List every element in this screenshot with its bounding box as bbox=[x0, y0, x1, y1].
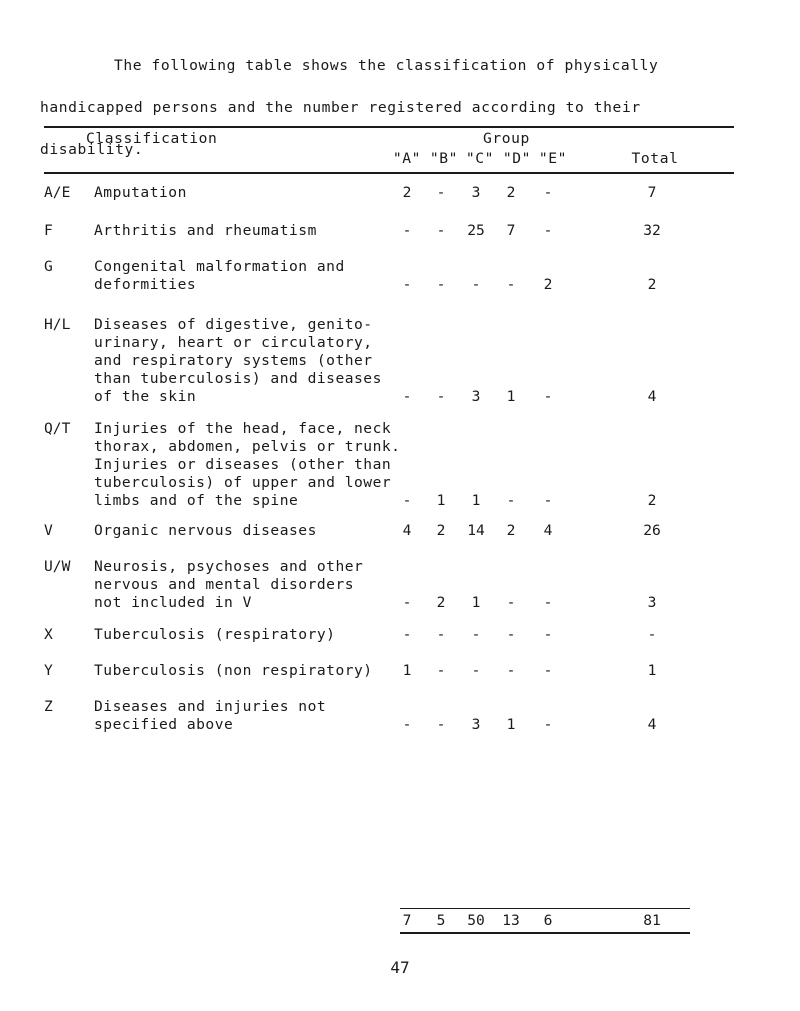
row-value: - bbox=[402, 388, 412, 405]
total-value: 5 bbox=[436, 912, 446, 929]
column-header-0: "A" bbox=[392, 150, 422, 167]
row-value: 3 bbox=[647, 594, 657, 611]
intro-line-1: The following table shows the classification of physically bbox=[114, 57, 659, 74]
row-value: 1 bbox=[471, 492, 481, 509]
description-line: not included in V bbox=[94, 594, 252, 611]
group-header: Group bbox=[483, 130, 530, 147]
intro-line-2: handicapped persons and the number registered according to their bbox=[40, 99, 641, 116]
description-line: Arthritis and rheumatism bbox=[94, 222, 317, 239]
row-value: 2 bbox=[402, 184, 412, 201]
row-description bbox=[94, 626, 424, 644]
row-value: - bbox=[543, 594, 553, 611]
row-value: - bbox=[543, 184, 553, 201]
row-value: 3 bbox=[471, 184, 481, 201]
row-value: - bbox=[543, 492, 553, 509]
row-value: - bbox=[402, 594, 412, 611]
row-description bbox=[94, 222, 424, 240]
row-value: 3 bbox=[471, 716, 481, 733]
description-line: thorax, abdomen, pelvis or trunk. bbox=[94, 438, 401, 455]
total-value: 50 bbox=[467, 912, 485, 929]
row-description bbox=[94, 258, 424, 294]
description-line: Diseases and injuries not bbox=[94, 698, 327, 715]
row-value: 4 bbox=[402, 522, 412, 539]
row-value: - bbox=[436, 626, 446, 643]
description-line: Amputation bbox=[94, 184, 187, 201]
row-code: G bbox=[44, 258, 53, 275]
row-value: 2 bbox=[506, 184, 516, 201]
row-code: H/L bbox=[44, 316, 71, 333]
row-value: - bbox=[402, 276, 412, 293]
description-line: Injuries of the head, face, neck bbox=[94, 420, 392, 437]
description-line: nervous and mental disorders bbox=[94, 576, 355, 593]
row-code: U/W bbox=[44, 558, 71, 575]
row-value: - bbox=[506, 662, 516, 679]
description-line: Organic nervous diseases bbox=[94, 522, 317, 539]
row-value: - bbox=[543, 388, 553, 405]
row-value: 2 bbox=[506, 522, 516, 539]
total-value: 81 bbox=[643, 912, 661, 929]
row-description bbox=[94, 184, 424, 202]
row-value: 2 bbox=[436, 522, 446, 539]
row-value: 26 bbox=[643, 522, 661, 539]
row-code: X bbox=[44, 626, 53, 643]
header-bottom-rule bbox=[44, 172, 734, 174]
row-value: - bbox=[436, 222, 446, 239]
row-code: V bbox=[44, 522, 53, 539]
row-value: 4 bbox=[647, 388, 657, 405]
row-value: - bbox=[543, 716, 553, 733]
row-value: - bbox=[506, 594, 516, 611]
row-value: - bbox=[543, 222, 553, 239]
row-description bbox=[94, 522, 424, 540]
row-value: - bbox=[436, 276, 446, 293]
row-value: 1 bbox=[506, 388, 516, 405]
row-code: Z bbox=[44, 698, 53, 715]
description-line: limbs and of the spine bbox=[94, 492, 299, 509]
row-value: - bbox=[436, 184, 446, 201]
row-description bbox=[94, 558, 424, 612]
intro-line-3: disability. bbox=[40, 141, 144, 158]
total-value: 7 bbox=[402, 912, 412, 929]
column-header-4: "E" bbox=[538, 150, 568, 167]
page-number: 47 bbox=[390, 958, 410, 977]
description-line: Injuries or diseases (other than bbox=[94, 456, 392, 473]
row-value: - bbox=[506, 276, 516, 293]
row-value: - bbox=[436, 662, 446, 679]
row-value: 7 bbox=[506, 222, 516, 239]
row-value: - bbox=[506, 626, 516, 643]
row-description bbox=[94, 420, 424, 510]
description-line: Diseases of digestive, genito- bbox=[94, 316, 373, 333]
row-value: - bbox=[402, 626, 412, 643]
row-value: 1 bbox=[436, 492, 446, 509]
row-value: - bbox=[647, 626, 657, 643]
row-value: 25 bbox=[467, 222, 485, 239]
column-header-1: "B" bbox=[429, 150, 459, 167]
row-value: 1 bbox=[471, 594, 481, 611]
row-code: Y bbox=[44, 662, 53, 679]
row-value: 14 bbox=[467, 522, 485, 539]
row-value: - bbox=[543, 626, 553, 643]
row-value: 1 bbox=[402, 662, 412, 679]
description-line: than tuberculosis) and diseases bbox=[94, 370, 382, 387]
row-value: 2 bbox=[543, 276, 553, 293]
description-line: urinary, heart or circulatory, bbox=[94, 334, 373, 351]
row-value: - bbox=[402, 716, 412, 733]
row-description bbox=[94, 698, 424, 734]
row-value: - bbox=[402, 492, 412, 509]
column-header-2: "C" bbox=[465, 150, 495, 167]
row-value: - bbox=[436, 388, 446, 405]
row-description bbox=[94, 662, 424, 680]
row-code: Q/T bbox=[44, 420, 71, 437]
description-line: tuberculosis) of upper and lower bbox=[94, 474, 392, 491]
row-value: 7 bbox=[647, 184, 657, 201]
description-line: Congenital malformation and bbox=[94, 258, 345, 275]
row-value: - bbox=[471, 276, 481, 293]
row-description bbox=[94, 316, 424, 406]
row-value: 2 bbox=[647, 276, 657, 293]
column-header-5: Total bbox=[631, 150, 679, 167]
row-value: - bbox=[436, 716, 446, 733]
row-value: 4 bbox=[647, 716, 657, 733]
classification-header: Classification bbox=[86, 130, 218, 147]
description-line: and respiratory systems (other bbox=[94, 352, 373, 369]
totals-bottom-rule bbox=[400, 932, 690, 934]
row-value: - bbox=[543, 662, 553, 679]
table-top-rule bbox=[44, 126, 734, 128]
row-value: 32 bbox=[643, 222, 661, 239]
column-header-3: "D" bbox=[502, 150, 532, 167]
row-value: 1 bbox=[506, 716, 516, 733]
row-value: 2 bbox=[436, 594, 446, 611]
description-line: Tuberculosis (respiratory) bbox=[94, 626, 336, 643]
row-value: - bbox=[402, 222, 412, 239]
totals-top-rule bbox=[400, 908, 690, 909]
description-line: of the skin bbox=[94, 388, 197, 405]
total-value: 13 bbox=[502, 912, 520, 929]
row-value: 3 bbox=[471, 388, 481, 405]
row-code: F bbox=[44, 222, 53, 239]
description-line: Neurosis, psychoses and other bbox=[94, 558, 364, 575]
description-line: specified above bbox=[94, 716, 234, 733]
row-value: - bbox=[471, 662, 481, 679]
row-code: A/E bbox=[44, 184, 71, 201]
row-value: - bbox=[471, 626, 481, 643]
description-line: Tuberculosis (non respiratory) bbox=[94, 662, 373, 679]
description-line: deformities bbox=[94, 276, 197, 293]
row-value: 4 bbox=[543, 522, 553, 539]
total-value: 6 bbox=[543, 912, 553, 929]
row-value: 2 bbox=[647, 492, 657, 509]
row-value: - bbox=[506, 492, 516, 509]
row-value: 1 bbox=[647, 662, 657, 679]
